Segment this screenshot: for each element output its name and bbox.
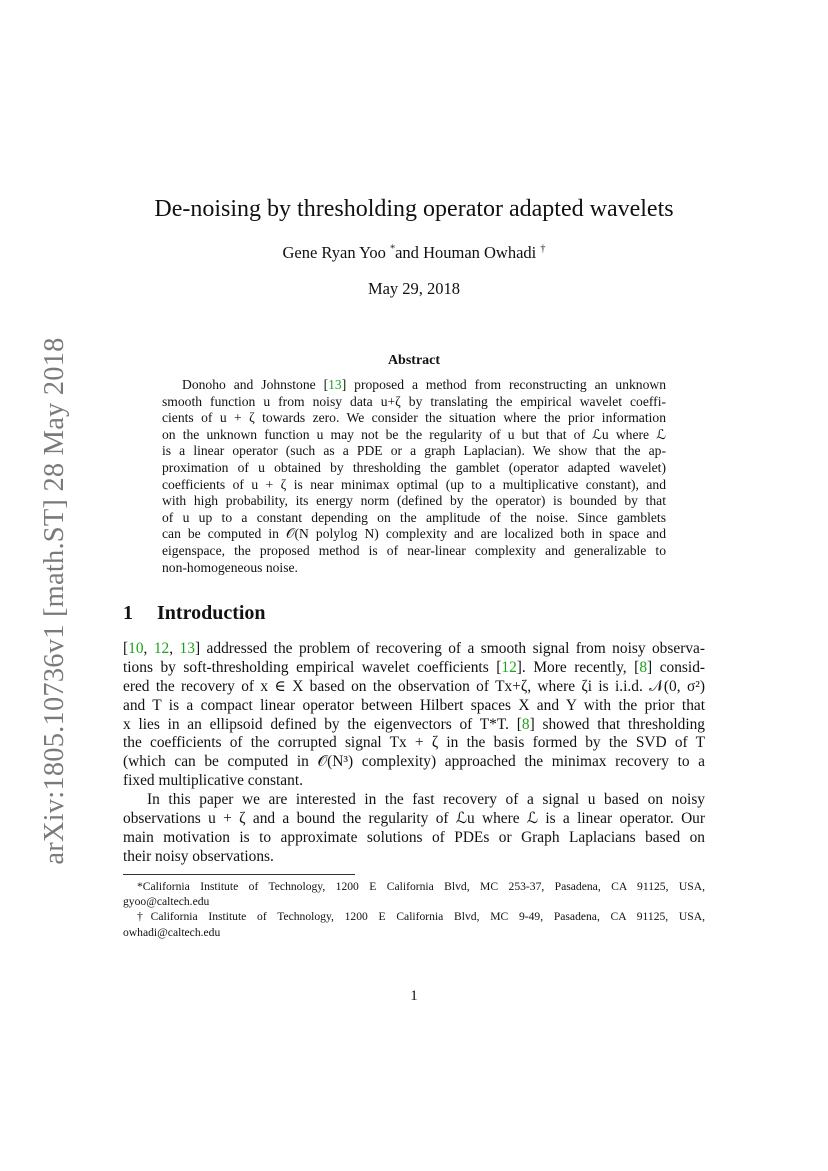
citation-link[interactable]: 13 bbox=[328, 377, 342, 392]
abstract-line: is a linear operator (such as a PDE or a graph Laplacian). We show that the ap- bbox=[162, 443, 666, 459]
introduction-body bbox=[123, 640, 705, 867]
author-joiner: and bbox=[395, 243, 419, 262]
abstract-line: on the unknown function u may not be the regularity of u but that of ℒu where ℒ bbox=[162, 426, 666, 442]
section-number: 1 bbox=[123, 602, 133, 624]
body-line: ered the recovery of x ∈ X based on the observation of Tx+ζ, where ζi is i.i.d. 𝒩(0, σ²) bbox=[123, 677, 705, 695]
footnote-divider bbox=[123, 874, 355, 875]
body-line: and T is a compact linear operator between Hilbert spaces X and Y with the prior that bbox=[123, 696, 705, 714]
abstract-line: coefficients of u + ζ is near minimax optimal (up to a multiplicative constant), and bbox=[162, 476, 666, 492]
author-name: Gene Ryan Yoo bbox=[282, 243, 386, 262]
abstract-line: non-homogeneous noise. bbox=[162, 559, 298, 575]
body-line: x lies in an ellipsoid defined by the eigenvectors of T*T. [8] showed that thresholding bbox=[123, 715, 706, 733]
paper-title: De-noising by thresholding operator adapted wavelets bbox=[154, 196, 674, 222]
author-line bbox=[0, 243, 828, 263]
author-name: Houman Owhadi bbox=[423, 243, 537, 262]
abstract-line: Donoho and Johnstone [13] proposed a method from reconstructing an unknown bbox=[182, 377, 667, 392]
abstract-line: can be computed in 𝒪(N polylog N) complexity and are localized both in space and bbox=[162, 526, 666, 542]
body-line: tions by soft-thresholding empirical wavelet coefficients [12]. More recently, [8] consid- bbox=[123, 658, 706, 676]
page-number: 1 bbox=[410, 988, 418, 1004]
body-line: observations u + ζ and a bound the regularity of ℒu where ℒ is a linear operator. Our bbox=[123, 810, 705, 828]
abstract-line: eigenspace, the proposed method is of near-linear complexity and generalizable to bbox=[162, 542, 666, 558]
citation-link[interactable]: 13 bbox=[179, 640, 195, 657]
abstract-body bbox=[162, 377, 666, 576]
footnote-mark[interactable]: † bbox=[540, 243, 546, 255]
footnote-line: †California Institute of Technology, 1200 E California Blvd, MC 9-49, Pasadena, CA 91125, USA, bbox=[137, 910, 705, 924]
body-line: main motivation is to approximate solutions of PDEs or Graph Laplacians based on bbox=[123, 828, 705, 846]
abstract-line: smooth function u from noisy data u+ζ by translating the empirical wavelet coeffi- bbox=[162, 393, 666, 409]
body-line: fixed multiplicative constant. bbox=[123, 772, 303, 790]
abstract-line: proximation of u obtained by thresholding the gamblet (operator adapted wavelet) bbox=[162, 459, 666, 475]
citation-link[interactable]: 8 bbox=[521, 715, 530, 733]
abstract-line: of u up to a constant depending on the amplitude of the noise. Since gamblets bbox=[162, 509, 666, 525]
abstract-heading: Abstract bbox=[387, 353, 441, 368]
footnote-mark[interactable]: * bbox=[390, 243, 396, 255]
arxiv-identifier-stamp: arXiv:1805.10736v1 [math.ST] 28 May 2018 bbox=[39, 337, 70, 865]
section-heading bbox=[123, 602, 266, 625]
footnote-line: *California Institute of Technology, 1200 E California Blvd, MC 253-37, Pasadena, CA 91125, USA, bbox=[137, 880, 705, 893]
section-title: Introduction bbox=[157, 602, 266, 624]
footnote-line: owhadi@caltech.edu bbox=[123, 925, 221, 939]
body-line: (which can be computed in 𝒪(N³) complexity) approached the minimax recovery to a bbox=[123, 753, 705, 771]
footnote-line: gyoo@caltech.edu bbox=[123, 895, 210, 909]
citation-link[interactable]: 8 bbox=[639, 658, 648, 676]
body-line: the coefficients of the corrupted signal Tx + ζ in the basis formed by the SVD of T bbox=[123, 734, 705, 752]
footnotes bbox=[123, 879, 705, 940]
body-line: their noisy observations. bbox=[123, 847, 274, 865]
paper-date: May 29, 2018 bbox=[367, 279, 461, 298]
citation-link[interactable]: 12 bbox=[153, 640, 170, 657]
body-line: [10, 12, 13] addressed the problem of recovering of a smooth signal from noisy observa- bbox=[123, 640, 705, 657]
citation-link[interactable]: 10 bbox=[128, 640, 144, 657]
body-line: In this paper we are interested in the fast recovery of a signal u based on noisy bbox=[147, 791, 705, 809]
abstract-line: cients of u + ζ towards zero. We consider the situation where the prior information bbox=[162, 410, 666, 426]
abstract-line: with high probability, its energy norm (defined by the operator) is bounded by that bbox=[162, 493, 666, 509]
citation-link[interactable]: 12 bbox=[501, 658, 517, 676]
